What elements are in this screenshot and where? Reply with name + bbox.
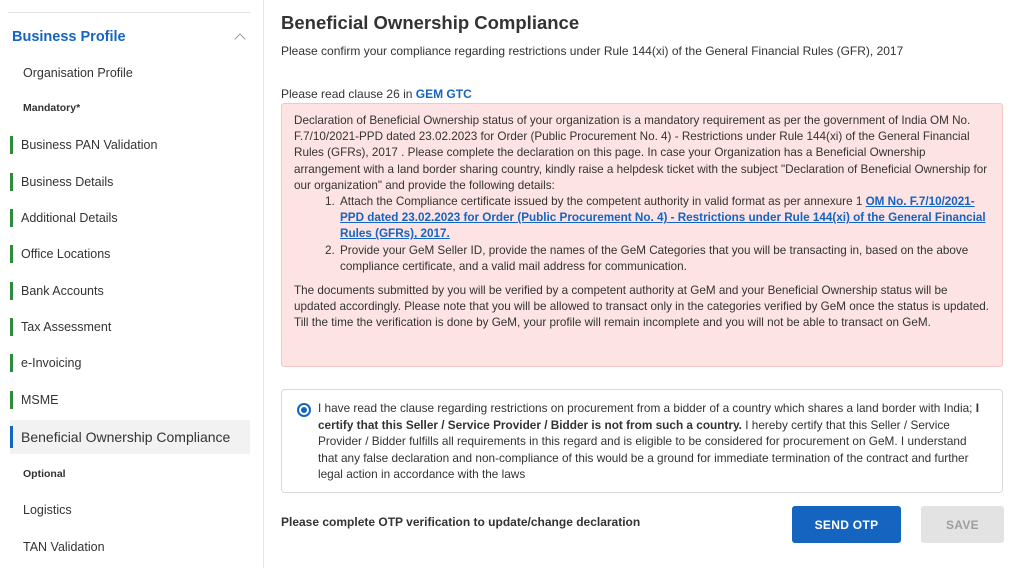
sidebar-item-business-details[interactable] <box>10 169 250 195</box>
sidebar-item-logistics[interactable] <box>10 497 250 523</box>
alert-closing: The documents submitted by you will be verified by a competent authority at GeM and your Beneficial Ownership status will be updated accordingly. Please note that you will be allowed to transact only in the categories verified by GeM once the status is updated. Till the time the verification is done by GeM, your profile will remain incomplete and you will not be able to transact on GeM. <box>294 284 989 330</box>
save-button[interactable]: SAVE <box>921 506 1004 543</box>
completed-indicator <box>10 136 13 154</box>
sidebar-item-beneficial-ownership-compliance[interactable] <box>10 420 250 454</box>
sidebar-item-label: Beneficial Ownership Compliance <box>21 429 231 445</box>
sidebar-item-office-locations[interactable] <box>10 241 250 267</box>
mandatory-group-label: Mandatory* <box>23 102 81 114</box>
completed-indicator <box>10 173 13 191</box>
sidebar <box>0 0 264 568</box>
certification-text-1: I have read the clause regarding restrictions on procurement from a bidder of a country which shares a land border with India; <box>318 401 973 415</box>
sidebar-item-organisation-profile[interactable] <box>10 60 250 86</box>
sidebar-item-label: Tax Assessment <box>21 320 112 334</box>
declaration-info-alert <box>281 103 1003 367</box>
clause-prefix: Please read clause 26 in <box>281 87 413 101</box>
certification-text-3: I hereby certify that this Seller / Service Provider / Bidder fulfills all requirements in this regard and is eligible to be considered for procurement on GeM. I understand that any false declaration and non-compliance of this would be a ground for immediate termination of the contract and further legal action in accordance with the laws <box>318 417 969 482</box>
alert-step-1 <box>338 194 991 243</box>
completed-indicator <box>10 282 13 300</box>
sidebar-item-label: Logistics <box>23 503 72 517</box>
completed-indicator <box>10 354 13 372</box>
sidebar-item-label: Organisation Profile <box>23 66 133 80</box>
completed-indicator <box>10 245 13 263</box>
page-title: Beneficial Ownership Compliance <box>281 12 580 33</box>
sidebar-item-label: Business Details <box>21 175 114 189</box>
sidebar-item-tax-assessment[interactable] <box>10 314 250 340</box>
sidebar-divider <box>8 12 251 13</box>
certification-text-2: I certify that this Seller / Service Provider / Bidder is not from such a country. <box>318 401 979 432</box>
sidebar-item-label: Office Locations <box>21 247 111 261</box>
sidebar-item-label: MSME <box>21 393 59 407</box>
sidebar-item-label: Bank Accounts <box>21 284 104 298</box>
page-subtitle: Please confirm your compliance regarding restrictions under Rule 144(xi) of the General Financial Rules (GFR), 2017 <box>281 44 904 58</box>
om-document-link[interactable]: OM No. F.7/10/2021-PPD dated 23.02.2023 for Order (Public Procurement No. 4) - Restrictions under Rule 144(xi) of the General Financial Rules (GFRs), 2017. <box>340 195 986 241</box>
step-1-text: Attach the Compliance certificate issued by the competent authority in valid format as per annexure 1 <box>340 195 863 209</box>
optional-group-label: Optional <box>23 468 66 480</box>
sidebar-item-tan-validation[interactable] <box>10 534 250 560</box>
certification-radio[interactable] <box>297 403 311 417</box>
sidebar-item-label: e-Invoicing <box>21 356 82 370</box>
business-profile-section-header[interactable] <box>12 25 252 49</box>
completed-indicator <box>10 391 13 409</box>
active-indicator <box>10 426 13 448</box>
send-otp-button[interactable]: SEND OTP <box>792 506 901 543</box>
sidebar-item-bank-accounts[interactable] <box>10 278 250 304</box>
completed-indicator <box>10 209 13 227</box>
otp-instruction: Please complete OTP verification to update/change declaration <box>281 515 641 529</box>
completed-indicator <box>10 318 13 336</box>
sidebar-item-additional-details[interactable] <box>10 205 250 231</box>
sidebar-item-msme[interactable] <box>10 387 250 413</box>
alert-steps-list <box>324 194 991 275</box>
gem-gtc-link[interactable]: GEM GTC <box>415 87 472 101</box>
sidebar-item-label: TAN Validation <box>23 540 105 554</box>
alert-step-2: 2. Provide your GeM Seller ID, provide the names of the GeM Categories that you will be transacting in, based on the above compliance certificate, and a valid mail address for communication. <box>338 243 991 275</box>
section-title: Business Profile <box>12 29 126 45</box>
clause-reference <box>281 87 472 101</box>
sidebar-item-label: Additional Details <box>21 211 118 225</box>
sidebar-item-e-invoicing[interactable] <box>10 350 250 376</box>
alert-intro: Declaration of Beneficial Ownership status of your organization is a mandatory requirement as per the government of India OM No. F.7/10/2021-PPD dated 23.02.2023 for Order (Public Procurement No. 4) - Restrictions under Rule 144(xi) of the General Financial Rules (GFRs), 2017 . Please complete the declaration on this page. In case your Organization has a Beneficial Ownership arrangement with a land border sharing country, kindly raise a helpdesk ticket with the subject "Declaration of Beneficial Ownership for our organization" and provide the following details: <box>294 114 988 192</box>
sidebar-item-business-pan-validation[interactable] <box>10 132 250 158</box>
certification-option[interactable] <box>281 389 1003 493</box>
sidebar-item-label: Business PAN Validation <box>21 138 158 152</box>
chevron-up-icon[interactable] <box>234 33 245 44</box>
